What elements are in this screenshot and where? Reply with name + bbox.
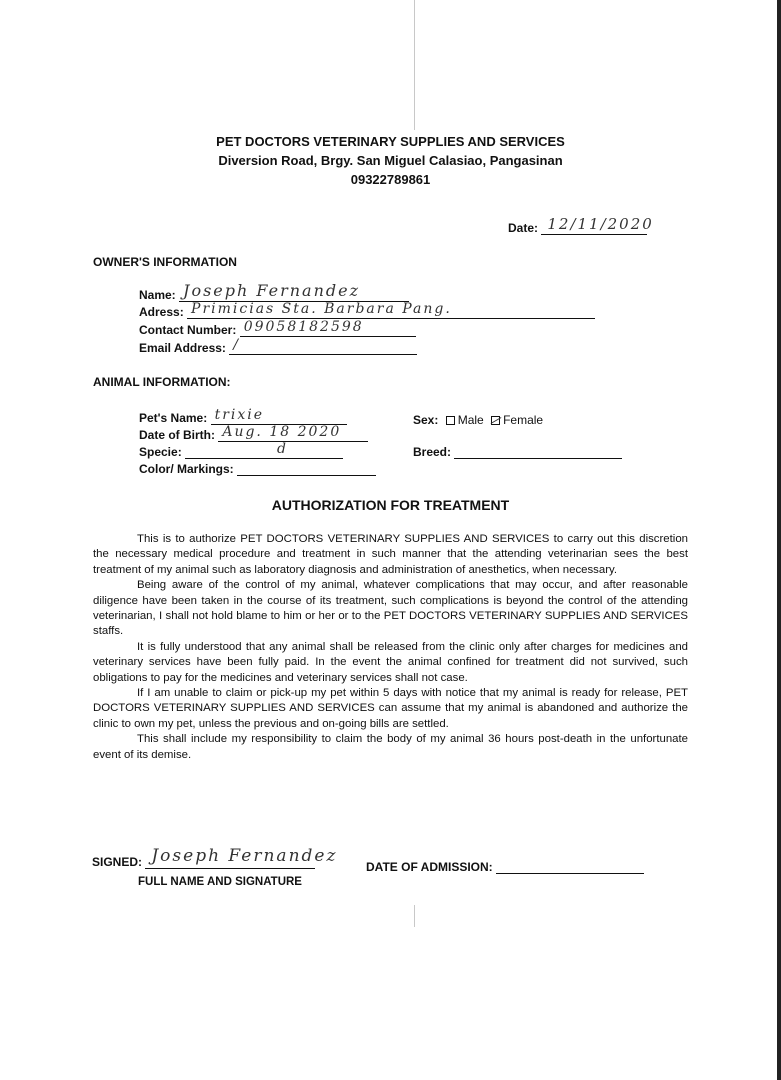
- signed-row: [92, 838, 338, 869]
- authorization-body: [93, 532, 688, 763]
- sex-female-label: Female: [503, 413, 544, 427]
- owner-email-field[interactable]: [229, 337, 417, 355]
- sex-label: Sex:: [413, 413, 439, 427]
- color-field[interactable]: [237, 462, 376, 476]
- pet-name-field[interactable]: [211, 407, 347, 425]
- admission-date-field[interactable]: [496, 860, 644, 874]
- specie-field[interactable]: [185, 441, 343, 459]
- owner-contact-field[interactable]: [240, 319, 416, 337]
- specie-value: d: [277, 441, 288, 457]
- specie-row: [139, 441, 343, 459]
- owner-name-label: Name:: [139, 288, 176, 302]
- signature-caption: FULL NAME AND SIGNATURE: [138, 876, 302, 888]
- admission-label: DATE OF ADMISSION:: [366, 860, 493, 874]
- owner-name-row: [139, 281, 409, 302]
- specie-label: Specie:: [139, 445, 182, 459]
- pet-name-row: [139, 407, 347, 425]
- owner-contact-label: Contact Number:: [139, 323, 237, 337]
- date-row: [508, 215, 654, 235]
- dob-field[interactable]: [218, 424, 368, 442]
- signature-value: Joseph Fernandez: [151, 846, 338, 866]
- date-label: Date:: [508, 221, 539, 235]
- authorization-title: AUTHORIZATION FOR TREATMENT: [271, 497, 510, 513]
- dob-row: [139, 424, 368, 442]
- owner-address-row: [139, 301, 595, 319]
- owner-name-value: Joseph Fernandez: [183, 281, 361, 300]
- date-value: 12/11/2020: [547, 215, 654, 233]
- clinic-phone: 09322789861: [350, 172, 431, 187]
- authorization-paragraph: If I am unable to claim or pick-up my pet within 5 days with notice that my animal is ready for release, PET DOCTORS VETERINARY SUPPLIES AND SERVICES can assume that my animal is abandoned and authorize the clinic to own my pet, unless the previous and on-going bills are settled.: [93, 687, 688, 730]
- dob-label: Date of Birth:: [139, 428, 215, 442]
- owner-address-field[interactable]: [187, 301, 595, 319]
- authorization-paragraph: Being aware of the control of my animal, whatever complications that may occur, and after reasonable diligence have been taken in the course of its treatment, such complications is beyond the control of the attending veterinarian, I shall not hold blame to him or her or to the PET DOCTORS VETERINARY SUPPLIES AND SERVICES staffs.: [93, 579, 688, 638]
- owner-name-field[interactable]: [179, 281, 409, 302]
- signed-label: SIGNED:: [92, 855, 143, 869]
- scan-fold-mark-top: [414, 0, 415, 130]
- owner-contact-row: [139, 319, 416, 337]
- breed-field[interactable]: [454, 445, 622, 459]
- owner-address-label: Adress:: [139, 305, 184, 319]
- owner-email-value: /: [233, 337, 240, 353]
- date-field[interactable]: [541, 215, 654, 235]
- sex-male-label: Male: [457, 413, 484, 427]
- pet-name-value: trixie: [214, 407, 265, 423]
- scan-fold-mark-bottom: [414, 905, 415, 927]
- color-label: Color/ Markings:: [139, 462, 234, 476]
- clinic-address: Diversion Road, Brgy. San Miguel Calasiao, Pangasinan: [218, 153, 563, 168]
- authorization-paragraph: This is to authorize PET DOCTORS VETERINARY SUPPLIES AND SERVICES to carry out this discretion the necessary medical procedure and treatment in such manner that the attending veterinarian sees the best treatment of my animal such as laboratory diagnosis and administration of anesthetics, when necessary.: [93, 533, 688, 576]
- breed-label: Breed:: [413, 445, 452, 459]
- signature-field[interactable]: [145, 838, 338, 869]
- sex-male-checkbox[interactable]: [446, 416, 455, 425]
- color-row: [139, 462, 376, 476]
- authorization-paragraph: This shall include my responsibility to claim the body of my animal 36 hours post-death in the unfortunate event of its demise.: [93, 733, 688, 761]
- dob-value: Aug. 18 2020: [222, 424, 342, 440]
- sex-row: [413, 413, 543, 427]
- authorization-paragraph: It is fully understood that any animal shall be released from the clinic only after charges for medicines and veterinary services have been fully paid. In the event the animal confined for treatment did not survived, such obligations to pay for the medicines and veterinary services shall not case.: [93, 640, 688, 684]
- animal-section-title: ANIMAL INFORMATION:: [93, 375, 231, 389]
- owner-contact-value: 09058182598: [243, 319, 364, 335]
- owner-email-label: Email Address:: [139, 341, 226, 355]
- admission-row: [366, 860, 644, 874]
- clinic-name: PET DOCTORS VETERINARY SUPPLIES AND SERVICES: [216, 134, 565, 149]
- sex-female-checkbox[interactable]: [491, 416, 500, 425]
- owner-address-value: Primicias Sta. Barbara Pang.: [191, 301, 452, 317]
- pet-name-label: Pet's Name:: [139, 411, 208, 425]
- owner-section-title: OWNER'S INFORMATION: [93, 255, 237, 269]
- owner-email-row: [139, 337, 417, 355]
- breed-row: [413, 445, 622, 459]
